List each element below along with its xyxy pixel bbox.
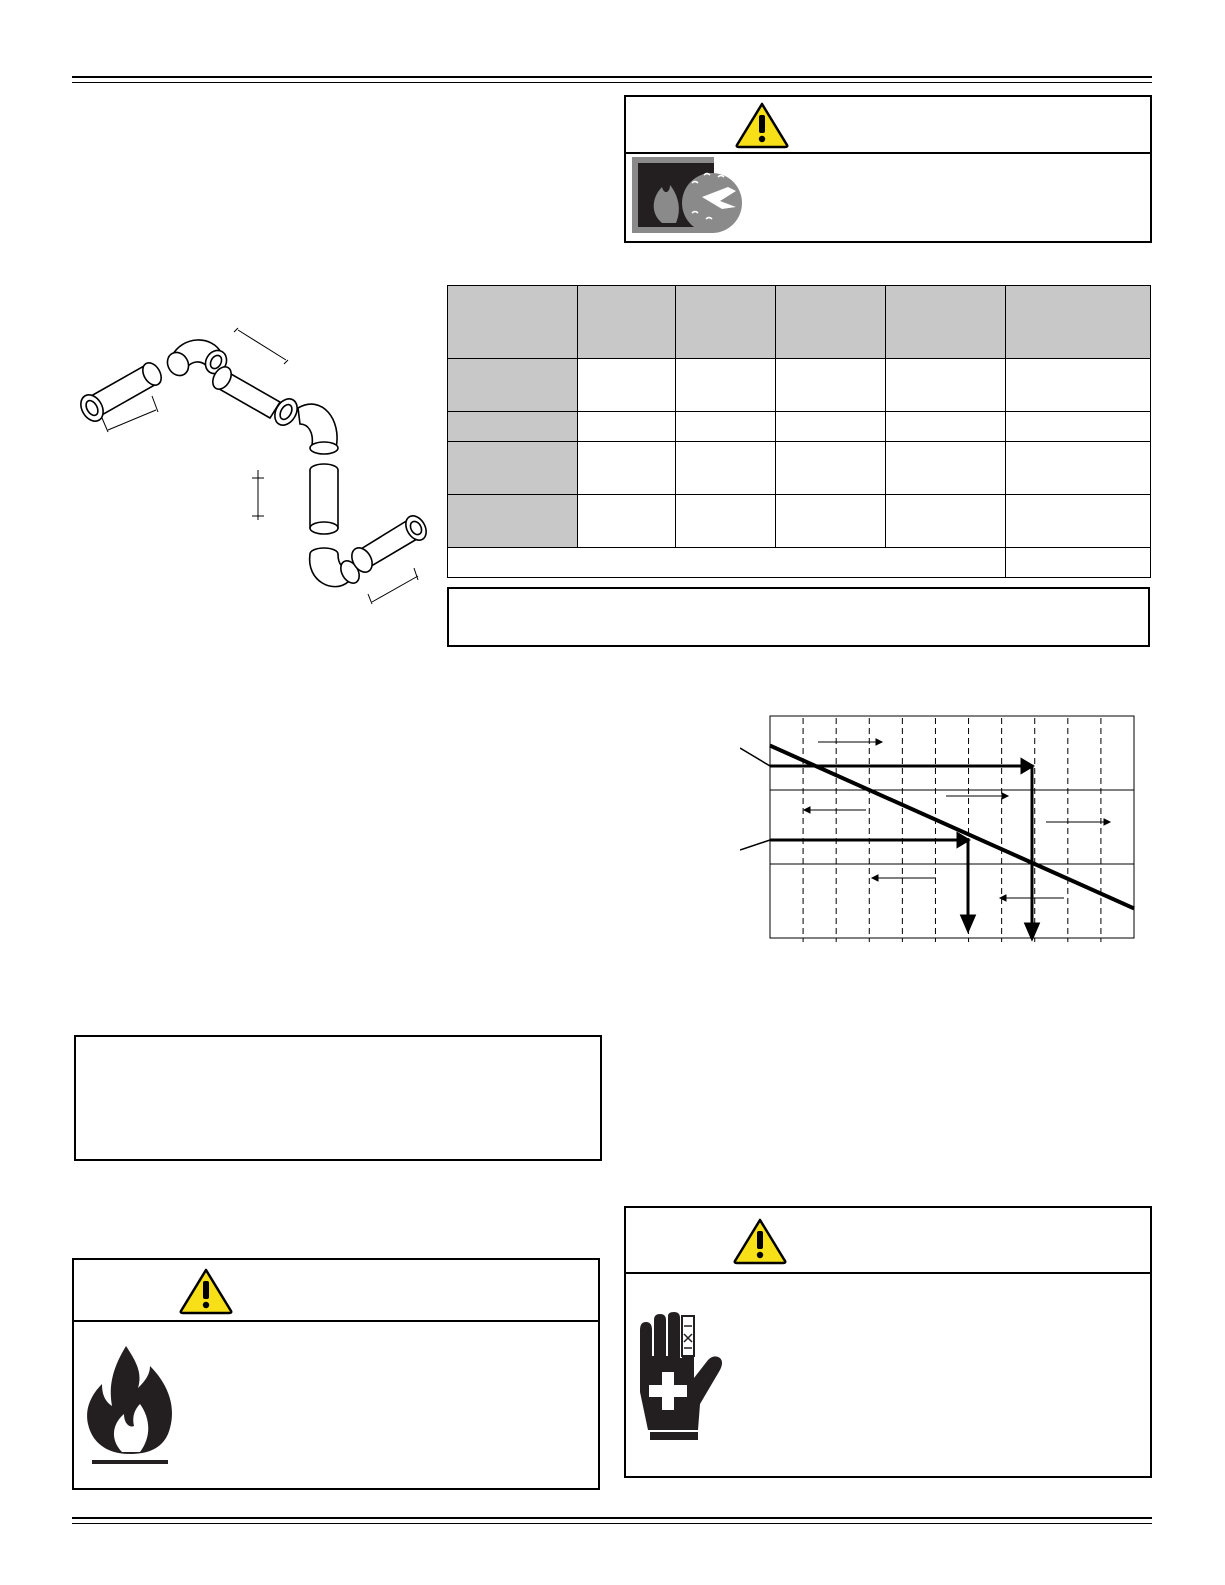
table-footer-row — [448, 548, 1151, 578]
table-cell — [886, 495, 1006, 548]
table-cell — [578, 442, 676, 495]
table-cell — [1006, 286, 1151, 359]
table-cell — [676, 412, 776, 442]
warning-triangle-icon — [734, 101, 790, 149]
warning-box-glove — [624, 1206, 1152, 1478]
table-cell — [676, 359, 776, 412]
table-cell — [776, 412, 886, 442]
vent-pipe-diagram — [72, 320, 452, 620]
chart-leader-lines — [740, 748, 770, 850]
top-rule — [72, 76, 1152, 78]
spec-table — [447, 285, 1151, 578]
flammable-flame-icon — [80, 1344, 180, 1468]
table-cell — [676, 286, 776, 359]
table-cell — [1006, 442, 1151, 495]
table-cell — [448, 412, 578, 442]
table-cell — [776, 442, 886, 495]
glove-first-aid-icon — [634, 1312, 728, 1442]
table-cell — [886, 286, 1006, 359]
table-cell — [886, 442, 1006, 495]
table-cell — [448, 359, 578, 412]
notice-box — [74, 1035, 602, 1161]
table-cell — [776, 495, 886, 548]
table-row — [448, 359, 1151, 412]
table-row — [448, 412, 1151, 442]
table-note-box — [447, 587, 1150, 647]
table-cell — [1006, 412, 1151, 442]
table-cell — [776, 286, 886, 359]
warning-box-burn — [624, 95, 1152, 243]
burn-hazard-icon — [632, 157, 744, 239]
top-rule-thin — [72, 82, 1152, 83]
table-cell — [448, 442, 578, 495]
table-cell — [448, 548, 1006, 578]
table-cell — [448, 495, 578, 548]
table-row — [448, 442, 1151, 495]
table-cell — [886, 359, 1006, 412]
bottom-rule — [72, 1517, 1152, 1519]
table-cell — [676, 495, 776, 548]
table-cell — [886, 412, 1006, 442]
table-cell — [1006, 495, 1151, 548]
table-cell — [578, 359, 676, 412]
table-cell — [448, 286, 578, 359]
table-cell — [578, 286, 676, 359]
table-cell — [676, 442, 776, 495]
table-cell — [578, 495, 676, 548]
table-header-row — [448, 286, 1151, 359]
vent-chart — [740, 710, 1140, 950]
table-cell — [1006, 548, 1151, 578]
table-row — [448, 495, 1151, 548]
warning-triangle-icon — [732, 1216, 788, 1266]
table-cell — [1006, 359, 1151, 412]
warning-box-flammable — [72, 1258, 600, 1490]
table-cell — [776, 359, 886, 412]
warning-triangle-icon — [178, 1266, 234, 1316]
table-cell — [578, 412, 676, 442]
bottom-rule-thin — [72, 1523, 1152, 1524]
